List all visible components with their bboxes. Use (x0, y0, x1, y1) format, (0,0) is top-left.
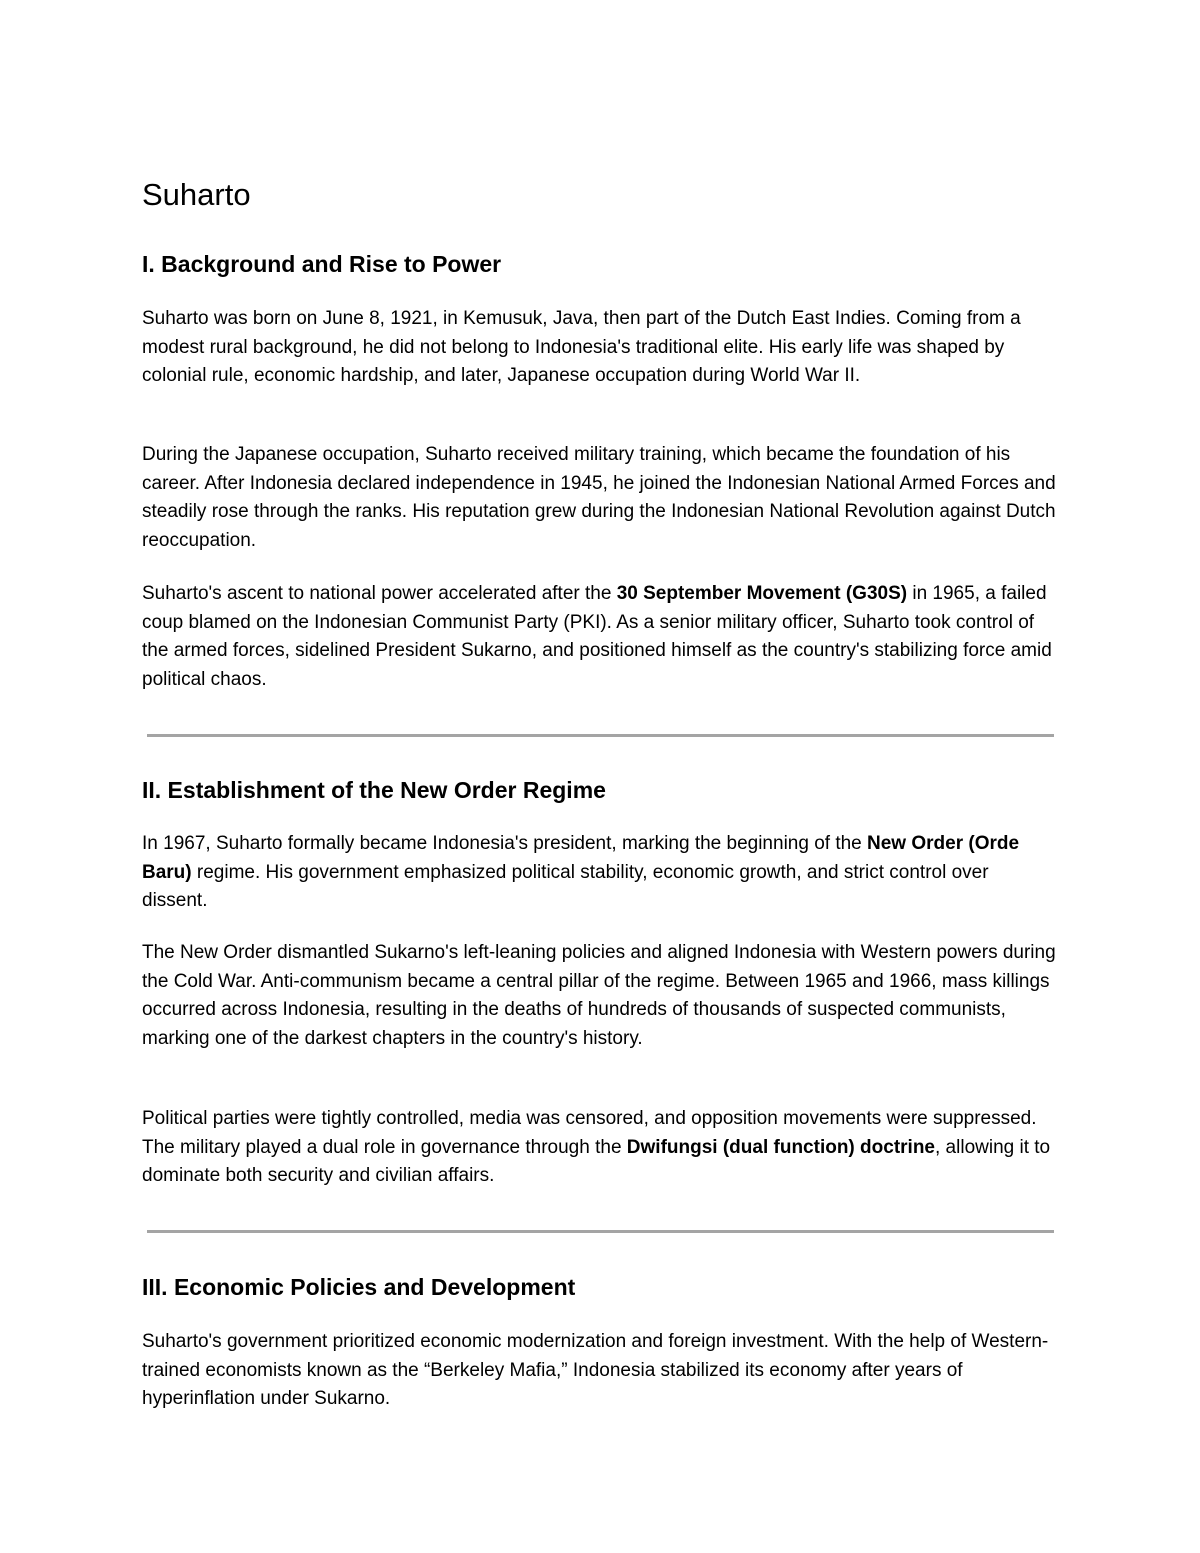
text-run: Suharto's ascent to national power accelerated after the (142, 583, 617, 604)
section-heading-1: I. Background and Rise to Power (142, 251, 502, 277)
bold-term-g30s: 30 September Movement (G30S) (616, 583, 908, 604)
text-run: The New Order dismantled Sukarno's left-leaning policies and aligned Indonesia with Western powers during the Cold War. Anti-communism became a central pillar of the regime. Between 1965 and 1966, mass killings occurred across Indonesia, resulting in the deaths of hundreds of thousands of suspected communists, marking one of the darkest chapters in the country's history. (142, 942, 1056, 1049)
section-divider-1 (147, 734, 1054, 737)
section-3-paragraph-1 (142, 1328, 1057, 1414)
text-run: Suharto was born on June 8, 1921, in Kemusuk, Java, then part of the Dutch East Indies. Coming from a modest rural background, he did not belong to Indonesia's traditional elite. His early life was shaped by colonial rule, economic hardship, and later, Japanese occupation during World War II. (142, 308, 1021, 387)
section-1-paragraph-1 (142, 305, 1057, 391)
text-run: , allowing it to dominate both security and civilian affairs. (142, 1136, 1051, 1187)
section-2-paragraph-2 (142, 939, 1057, 1053)
bold-term-dwifungsi: Dwifungsi (dual function) doctrine (626, 1136, 935, 1158)
section-divider-2 (147, 1230, 1054, 1233)
text-run: Suharto's government prioritized economic modernization and foreign investment. With the help of Western-trained economists known as the “Berkeley Mafia,” Indonesia stabilized its economy after years of hyperinflation under Sukarno. (142, 1331, 1049, 1410)
bold-term-new-order: New Order (Orde Baru) (142, 833, 1020, 883)
text-run: in 1965, a failed coup blamed on the Indonesian Communist Party (PKI). As a senior military officer, Suharto took control of the armed forces, sidelined President Sukarno, and positioned himself as the country's stabilizing force amid political chaos. (142, 583, 1052, 690)
document-title: Suharto (142, 177, 251, 212)
section-1-paragraph-3 (142, 580, 1057, 694)
text-run: regime. His government emphasized political stability, economic growth, and strict control over dissent. (142, 861, 989, 912)
section-2-paragraph-3 (142, 1105, 1057, 1191)
section-heading-3: III. Economic Policies and Development (142, 1274, 576, 1300)
text-run: Political parties were tightly controlled, media was censored, and opposition movements were suppressed. The military played a dual role in governance through the (142, 1108, 1037, 1158)
text-run: During the Japanese occupation, Suharto received military training, which became the foundation of his career. After Indonesia declared independence in 1945, he joined the Indonesian National Armed Forces and steadily rose through the ranks. His reputation grew during the Indonesian National Revolution against Dutch reoccupation. (142, 444, 1056, 551)
text-run: In 1967, Suharto formally became Indonesia's president, marking the beginning of the (142, 833, 868, 854)
section-2-paragraph-1 (142, 830, 1057, 916)
section-1-paragraph-2 (142, 441, 1057, 555)
section-heading-2: II. Establishment of the New Order Regime (142, 777, 606, 803)
